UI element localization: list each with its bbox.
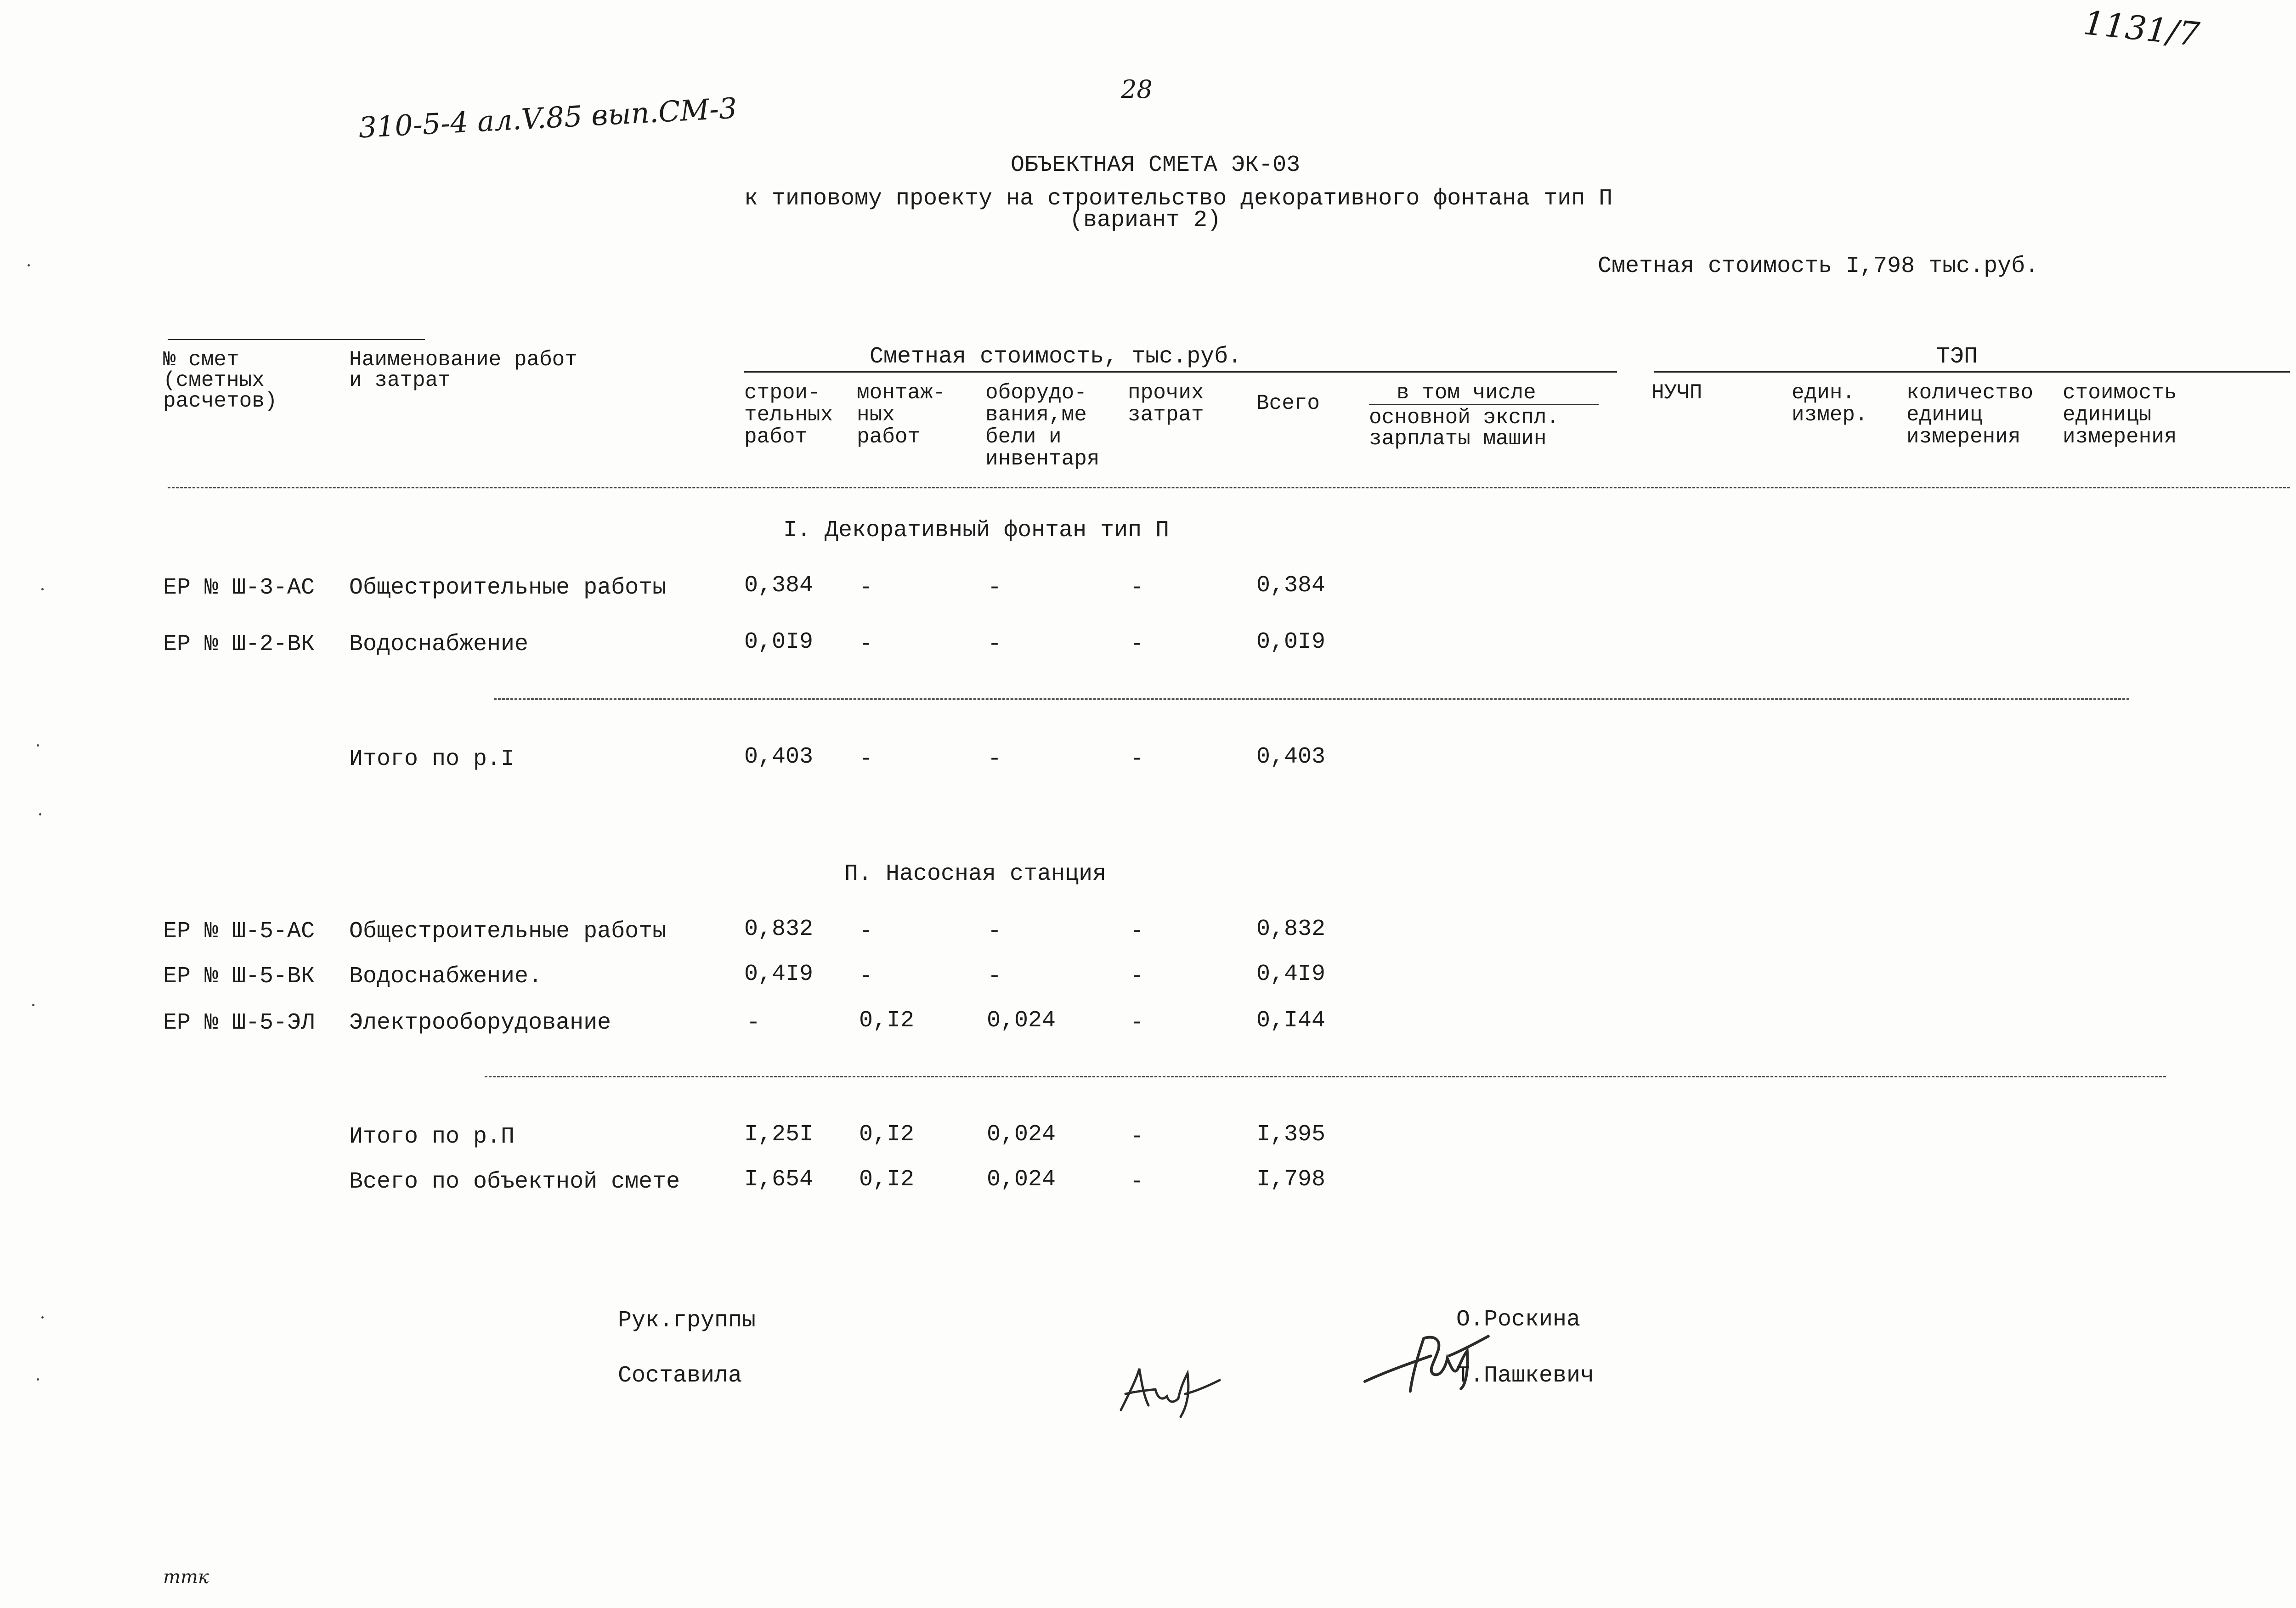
grand-total-mount: 0,I2: [859, 1166, 915, 1193]
row-estimate-number: ЕР № Ш-5-ВК: [163, 963, 315, 990]
row-equip-cost: -: [988, 631, 1002, 657]
scan-speck: [41, 1316, 44, 1319]
row-equip-cost: 0,024: [987, 1008, 1056, 1034]
row-mount-cost: 0,I2: [859, 1008, 915, 1034]
subtotal-build: 0,403: [744, 744, 814, 770]
header-other-2: затрат: [1128, 403, 1204, 427]
archive-stamp: 310-5-4 ал.V.85 вып.СМ-3: [357, 91, 738, 145]
row-build-cost: -: [746, 1010, 761, 1036]
header-col-name-2: и затрат: [349, 368, 451, 392]
header-build-1: строи-: [744, 381, 820, 405]
row-other-cost: -: [1130, 631, 1144, 657]
row-mount-cost: -: [859, 631, 873, 657]
row-mount-cost: -: [859, 918, 873, 945]
row-other-cost: -: [1130, 963, 1144, 990]
row-mount-cost: -: [859, 963, 873, 990]
row-equip-cost: -: [988, 918, 1002, 945]
subtotal-build: I,25I: [744, 1121, 814, 1148]
scan-speck: [39, 813, 41, 815]
handwritten-signature-2: [1107, 1351, 1222, 1426]
row-work-name: Водоснабжение.: [349, 963, 543, 990]
header-incl-rule: [1369, 404, 1599, 405]
header-incl-sub-2: зарплаты машин: [1369, 427, 1547, 451]
row-equip-cost: -: [988, 575, 1002, 601]
document-variant: (вариант 2): [1069, 207, 1222, 233]
row-work-name: Общестроительные работы: [349, 918, 667, 945]
grand-total-name: Всего по объектной смете: [349, 1169, 680, 1195]
grand-total-build: I,654: [744, 1166, 814, 1193]
grand-total-other: -: [1130, 1169, 1144, 1195]
signature-role-1: Рук.группы: [618, 1308, 756, 1334]
subtotal-name: Итого по р.I: [349, 746, 515, 772]
subtotal-equip: -: [988, 746, 1002, 772]
row-build-cost: 0,0I9: [744, 629, 814, 655]
row-total-cost: 0,832: [1256, 916, 1326, 942]
header-cost-group: Сметная стоимость, тыс.руб.: [870, 344, 1242, 370]
header-qty-3: измерения: [1906, 425, 2021, 449]
header-unitcost-3: измерения: [2063, 425, 2177, 449]
row-build-cost: 0,4I9: [744, 961, 814, 987]
header-mount-2: ных: [857, 403, 895, 427]
row-estimate-number: ЕР № Ш-3-АС: [163, 575, 315, 601]
header-col-num-1: № смет: [163, 348, 239, 372]
header-unitcost-2: единицы: [2063, 403, 2152, 427]
header-build-2: тельных: [744, 403, 833, 427]
signature-2-icon: [1112, 1359, 1222, 1424]
total-estimated-cost: Сметная стоимость I,798 тыс.руб.: [1598, 253, 2039, 279]
row-work-name: Общестроительные работы: [349, 575, 667, 601]
page-number: 28: [1121, 75, 1153, 104]
section-2-title: П. Насосная станция: [844, 861, 1107, 887]
header-col-name-1: Наименование работ: [349, 348, 577, 372]
header-equip-3: бели и: [985, 425, 1062, 449]
header-qty-1: количество: [1906, 381, 2034, 405]
row-equip-cost: -: [988, 963, 1002, 990]
header-bottom-rule: [168, 487, 2290, 488]
handwritten-signature-1: [1314, 1262, 1502, 1424]
header-col-num-2: (сметных: [163, 368, 265, 392]
subtotal-equip: 0,024: [987, 1121, 1056, 1148]
section-1-title: I. Декоративный фонтан тип П: [783, 517, 1170, 544]
grand-total-equip: 0,024: [987, 1166, 1056, 1193]
row-total-cost: 0,I44: [1256, 1008, 1326, 1034]
subtotal-total: I,395: [1256, 1121, 1326, 1148]
row-estimate-number: ЕР № Ш-5-ЭЛ: [163, 1010, 315, 1036]
scan-speck: [37, 1378, 39, 1381]
bottom-mark: ттк: [163, 1567, 209, 1588]
header-tep-rule: [1654, 371, 2290, 373]
corner-mark: 1131/7: [2081, 3, 2202, 54]
header-qty-2: единиц: [1906, 403, 1983, 427]
header-equip-1: оборудо-: [985, 381, 1087, 405]
header-incl-title: в том числе: [1397, 381, 1536, 405]
header-other-1: прочих: [1128, 381, 1204, 405]
scan-speck: [28, 264, 30, 266]
row-estimate-number: ЕР № Ш-5-АС: [163, 918, 315, 945]
row-build-cost: 0,384: [744, 572, 814, 599]
row-total-cost: 0,384: [1256, 572, 1326, 599]
header-tep: ТЭП: [1936, 344, 1978, 370]
subtotal-total: 0,403: [1256, 744, 1326, 770]
signature-name-1: О.Роскина: [1456, 1307, 1581, 1333]
signature-name-2: Т.Пашкевич: [1456, 1363, 1595, 1389]
header-mount-1: монтаж-: [857, 381, 946, 405]
row-mount-cost: -: [859, 575, 873, 601]
header-top-rule-left: [168, 339, 425, 340]
row-work-name: Водоснабжение: [349, 631, 529, 657]
header-mount-3: работ: [857, 425, 921, 449]
subtotal-mount: 0,I2: [859, 1121, 915, 1148]
row-build-cost: 0,832: [744, 916, 814, 942]
scan-speck: [41, 588, 44, 590]
row-work-name: Электрооборудование: [349, 1010, 611, 1036]
scan-speck: [32, 1004, 34, 1006]
row-other-cost: -: [1130, 1010, 1144, 1036]
header-equip-2: вания,ме: [985, 403, 1087, 427]
section-1-subtotal-rule: [494, 698, 2129, 700]
row-other-cost: -: [1130, 575, 1144, 601]
header-unitcost-1: стоимость: [2063, 381, 2177, 405]
row-other-cost: -: [1130, 918, 1144, 945]
header-build-3: работ: [744, 425, 808, 449]
header-equip-4: инвентаря: [985, 447, 1100, 471]
header-unit-2: измер.: [1792, 403, 1868, 427]
section-2-subtotal-rule: [485, 1076, 2166, 1077]
document-subtitle: к типовому проекту на строительство декоративного фонтана тип П: [744, 186, 1613, 212]
subtotal-other: -: [1130, 1124, 1144, 1150]
row-total-cost: 0,0I9: [1256, 629, 1326, 655]
grand-total-total: I,798: [1256, 1166, 1326, 1193]
subtotal-mount: -: [859, 746, 873, 772]
header-cost-group-rule: [744, 371, 1617, 373]
header-incl-sub-1: основной экспл.: [1369, 406, 1560, 430]
header-total: Всего: [1256, 391, 1320, 415]
header-col-num-3: расчетов): [163, 389, 277, 413]
header-nuchp: НУЧП: [1651, 381, 1702, 405]
document-title: ОБЪЕКТНАЯ СМЕТА ЭК-03: [1011, 152, 1301, 178]
scan-speck: [37, 744, 39, 747]
header-unit-1: един.: [1792, 381, 1855, 405]
subtotal-name: Итого по р.П: [349, 1124, 515, 1150]
signature-role-2: Составила: [618, 1363, 742, 1389]
row-estimate-number: ЕР № Ш-2-ВК: [163, 631, 315, 657]
subtotal-other: -: [1130, 746, 1144, 772]
row-total-cost: 0,4I9: [1256, 961, 1326, 987]
